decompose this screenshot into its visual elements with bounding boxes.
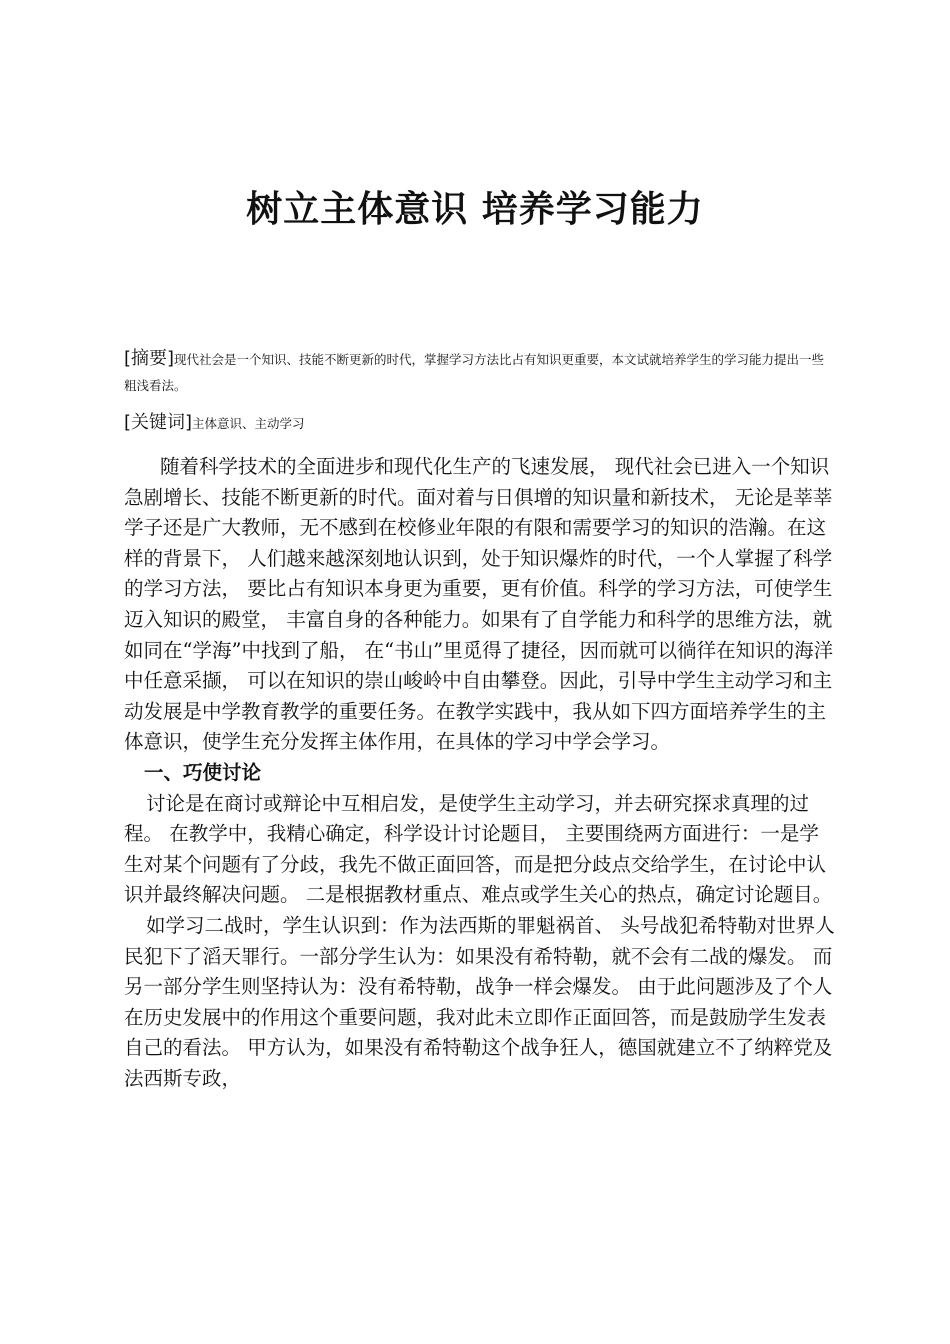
keywords-text: 主体意识、主动学习 <box>192 416 305 431</box>
abstract-text: 现代社会是一个知识、技能不断更新的时代，掌握学习方法比占有知识更重要，本文试就培养学生的学习能力提出一些粗浅看法。 <box>124 352 825 393</box>
section-paragraph: 如学习二战时，学生认识到：作为法西斯的罪魁祸首、 头号战犯希特勒对世界人民犯下了滔天罪行。一部分学生认为：如果没有希特勒，就不会有二战的爆发。 而另一部分学生则坚持认为：没有希特勒，战争一样会爆发。 由于此问题涉及了个人在历史发展中的作用这个重要问题，我对此未立即作正面回答，而是鼓励学生发表自己的看法。 甲方认为，如果没有希特勒这个战争狂人，德国就建立不了纳粹党及法西斯专政， <box>124 913 835 1090</box>
abstract <box>124 346 836 399</box>
keywords <box>124 410 836 437</box>
intro-paragraph: 随着科学技术的全面进步和现代化生产的飞速发展， 现代社会已进入一个知识急剧增长、技能不断更新的时代。面对着与日俱增的知识量和新技术， 无论是莘莘学子还是广大教师，无不感到在校修业年限的有限和需要学习的知识的浩瀚。在这样的背景下， 人们越来越深刻地认识到，处于知识爆炸的时代，一个人掌握了科学的学习方法， 要比占有知识本身更为重要，更有价值。科学的学习方法，可使学生迈入知识的殿堂， 丰富自身的各种能力。如果有了自学能力和科学的思维方法，就如同在“学海”中找到了船， 在“书山”里觅得了捷径，因而就可以徜徉在知识的海洋中任意采撷， 可以在知识的崇山峻岭中自由攀登。因此，引导中学生主动学习和主动发展是中学教育教学的重要任务。在教学实践中，我从如下四方面培养学生的主体意识，使学生充分发挥主体作用，在具体的学习中学会学习。 <box>124 455 834 754</box>
keywords-label: [关键词] <box>124 412 193 433</box>
section-heading: 一、巧使讨论 <box>144 760 262 784</box>
document-title: 树立主体意识 培养学习能力 <box>246 189 704 230</box>
body-text <box>124 452 836 1094</box>
abstract-label: [摘要] <box>124 348 175 369</box>
section-paragraph: 讨论是在商讨或辩论中互相启发，是使学生主动学习，并去研究探求真理的过程。 在教学中，我精心确定，科学设计讨论题目， 主要围绕两方面进行：一是学生对某个问题有了分歧，我先不做正面回答，而是把分歧点交给学生，在讨论中认识并最终解决问题。 二是根据教材重点、难点或学生关心的热点，确定讨论题目。 <box>124 791 833 907</box>
